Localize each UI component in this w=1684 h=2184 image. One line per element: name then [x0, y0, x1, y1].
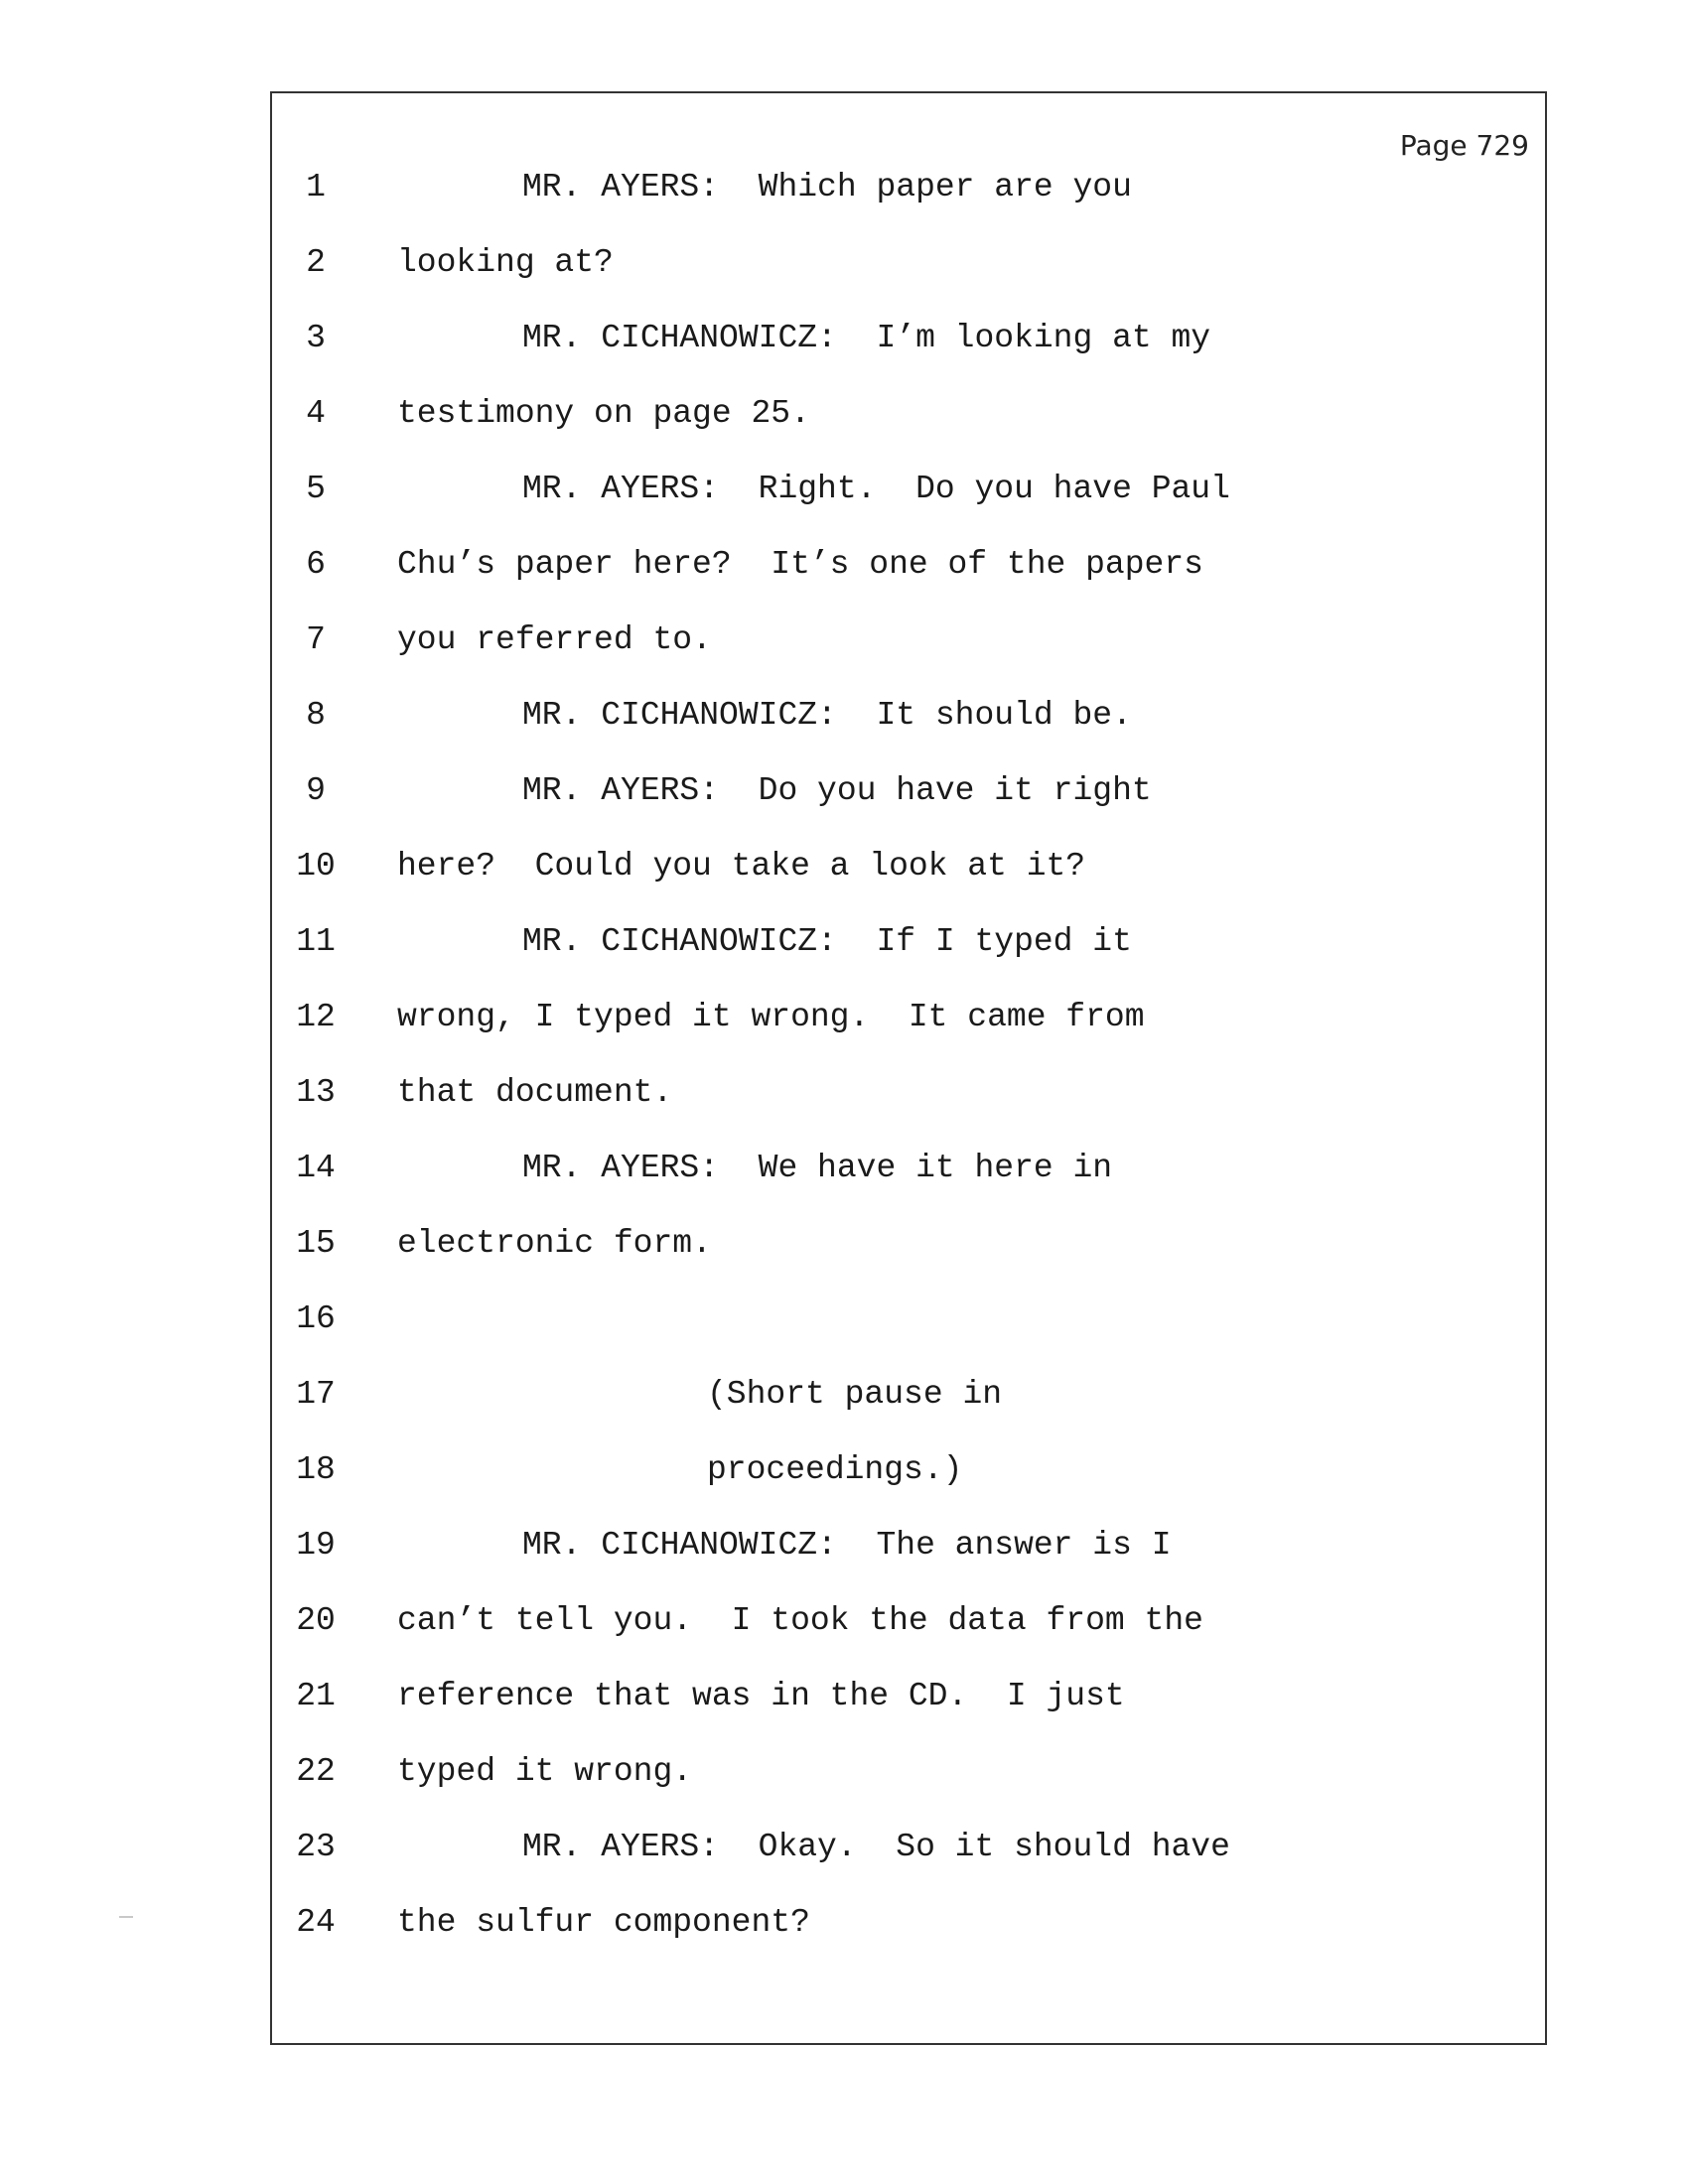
- scan-artifact: [119, 1916, 133, 1918]
- line-number: 12: [296, 999, 336, 1035]
- line-number: 22: [296, 1753, 336, 1790]
- line-number: 2: [306, 244, 326, 281]
- line-text: (Short pause in: [707, 1376, 1003, 1413]
- line-text: you referred to.: [397, 621, 712, 658]
- line-number: 15: [296, 1225, 336, 1262]
- line-text: reference that was in the CD. I just: [397, 1678, 1125, 1714]
- line-text: MR. AYERS: Right. Do you have Paul: [522, 471, 1230, 507]
- line-text: typed it wrong.: [397, 1753, 693, 1790]
- line-number: 5: [306, 471, 326, 507]
- line-number: 6: [306, 546, 326, 583]
- line-text: MR. AYERS: Do you have it right: [522, 772, 1152, 809]
- line-number: 19: [296, 1527, 336, 1564]
- line-number: 13: [296, 1074, 336, 1111]
- line-number: 8: [306, 697, 326, 734]
- line-text: MR. CICHANOWICZ: It should be.: [522, 697, 1132, 734]
- page-number: Page 729: [1399, 129, 1529, 162]
- line-number: 7: [306, 621, 326, 658]
- line-text: Chu’s paper here? It’s one of the papers: [397, 546, 1203, 583]
- line-text: proceedings.): [707, 1451, 963, 1488]
- line-number: 1: [306, 169, 326, 205]
- line-text: MR. CICHANOWICZ: If I typed it: [522, 923, 1132, 960]
- line-number: 18: [296, 1451, 336, 1488]
- line-number: 20: [296, 1602, 336, 1639]
- line-number: 11: [296, 923, 336, 960]
- line-number: 23: [296, 1829, 336, 1865]
- line-number: 16: [296, 1300, 336, 1337]
- line-text: electronic form.: [397, 1225, 712, 1262]
- line-text: looking at?: [397, 244, 614, 281]
- line-text: can’t tell you. I took the data from the: [397, 1602, 1203, 1639]
- line-text: wrong, I typed it wrong. It came from: [397, 999, 1145, 1035]
- line-text: that document.: [397, 1074, 673, 1111]
- line-number: 14: [296, 1150, 336, 1186]
- line-number: 4: [306, 395, 326, 432]
- line-number: 3: [306, 320, 326, 356]
- line-number: 21: [296, 1678, 336, 1714]
- line-number: 17: [296, 1376, 336, 1413]
- line-text: the sulfur component?: [397, 1904, 810, 1941]
- line-text: MR. AYERS: We have it here in: [522, 1150, 1113, 1186]
- line-text: MR. CICHANOWICZ: I’m looking at my: [522, 320, 1211, 356]
- line-text: MR. AYERS: Okay. So it should have: [522, 1829, 1230, 1865]
- line-text: testimony on page 25.: [397, 395, 810, 432]
- line-text: MR. AYERS: Which paper are you: [522, 169, 1132, 205]
- line-number: 24: [296, 1904, 336, 1941]
- line-text: here? Could you take a look at it?: [397, 848, 1086, 885]
- line-number: 9: [306, 772, 326, 809]
- line-number: 10: [296, 848, 336, 885]
- line-text: MR. CICHANOWICZ: The answer is I: [522, 1527, 1172, 1564]
